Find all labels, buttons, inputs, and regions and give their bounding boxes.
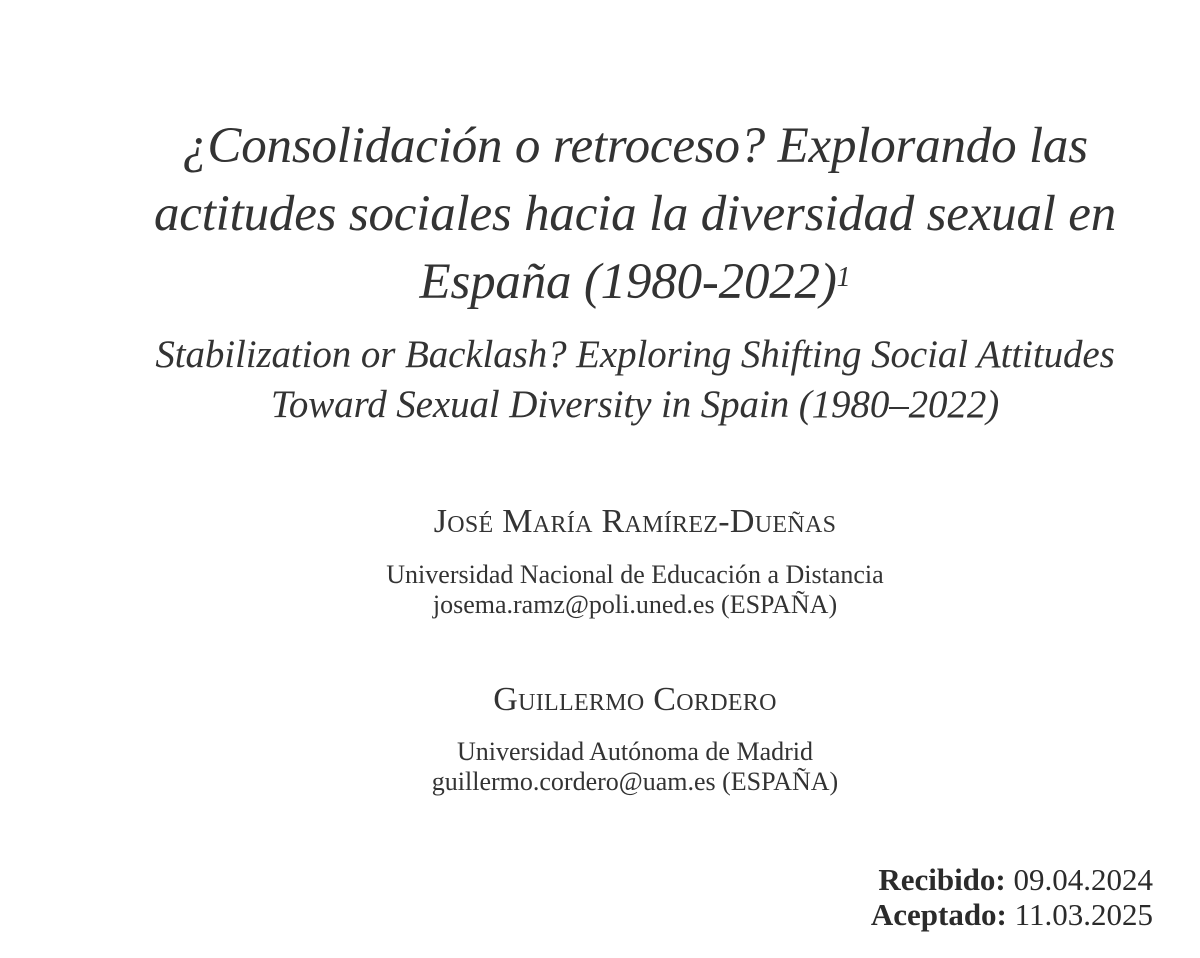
author-1-email: josema.ramz@poli.uned.es (ESPAÑA): [432, 590, 838, 619]
submission-dates: [871, 862, 1153, 932]
author-1-name: José María Ramírez-Dueñas: [433, 503, 837, 540]
author-1-institution: Universidad Nacional de Educación a Distancia: [386, 560, 884, 589]
received-label: Recibido:: [878, 862, 1006, 897]
spanish-title-line-2: actitudes sociales hacia la diversidad sexual en: [153, 186, 1117, 242]
english-title: [100, 330, 1170, 430]
english-title-line-1: Stabilization or Backlash? Exploring Shifting Social Attitudes: [155, 333, 1115, 376]
accepted-date: [871, 897, 1153, 932]
spanish-title-line-3-text: España (1980-2022): [419, 254, 837, 310]
received-value: 09.04.2024: [1013, 862, 1153, 897]
spanish-title-line-1: ¿Consolidación o retroceso? Explorando las: [182, 118, 1088, 174]
author-2-institution: Universidad Autónoma de Madrid: [457, 737, 813, 766]
accepted-value: 11.03.2025: [1014, 897, 1153, 932]
received-date: [871, 862, 1153, 897]
english-title-line-2: Toward Sexual Diversity in Spain (1980–2022): [270, 383, 1000, 426]
author-2-email: guillermo.cordero@uam.es (ESPAÑA): [431, 767, 839, 796]
spanish-title: [100, 112, 1170, 316]
spanish-title-line-3: [100, 248, 1170, 316]
footnote-marker[interactable]: 1: [836, 262, 851, 293]
author-2-name: Guillermo Cordero: [493, 681, 777, 718]
author-2-affiliation: [100, 737, 1170, 797]
accepted-label: Aceptado:: [870, 897, 1007, 932]
author-1-affiliation: [100, 560, 1170, 620]
